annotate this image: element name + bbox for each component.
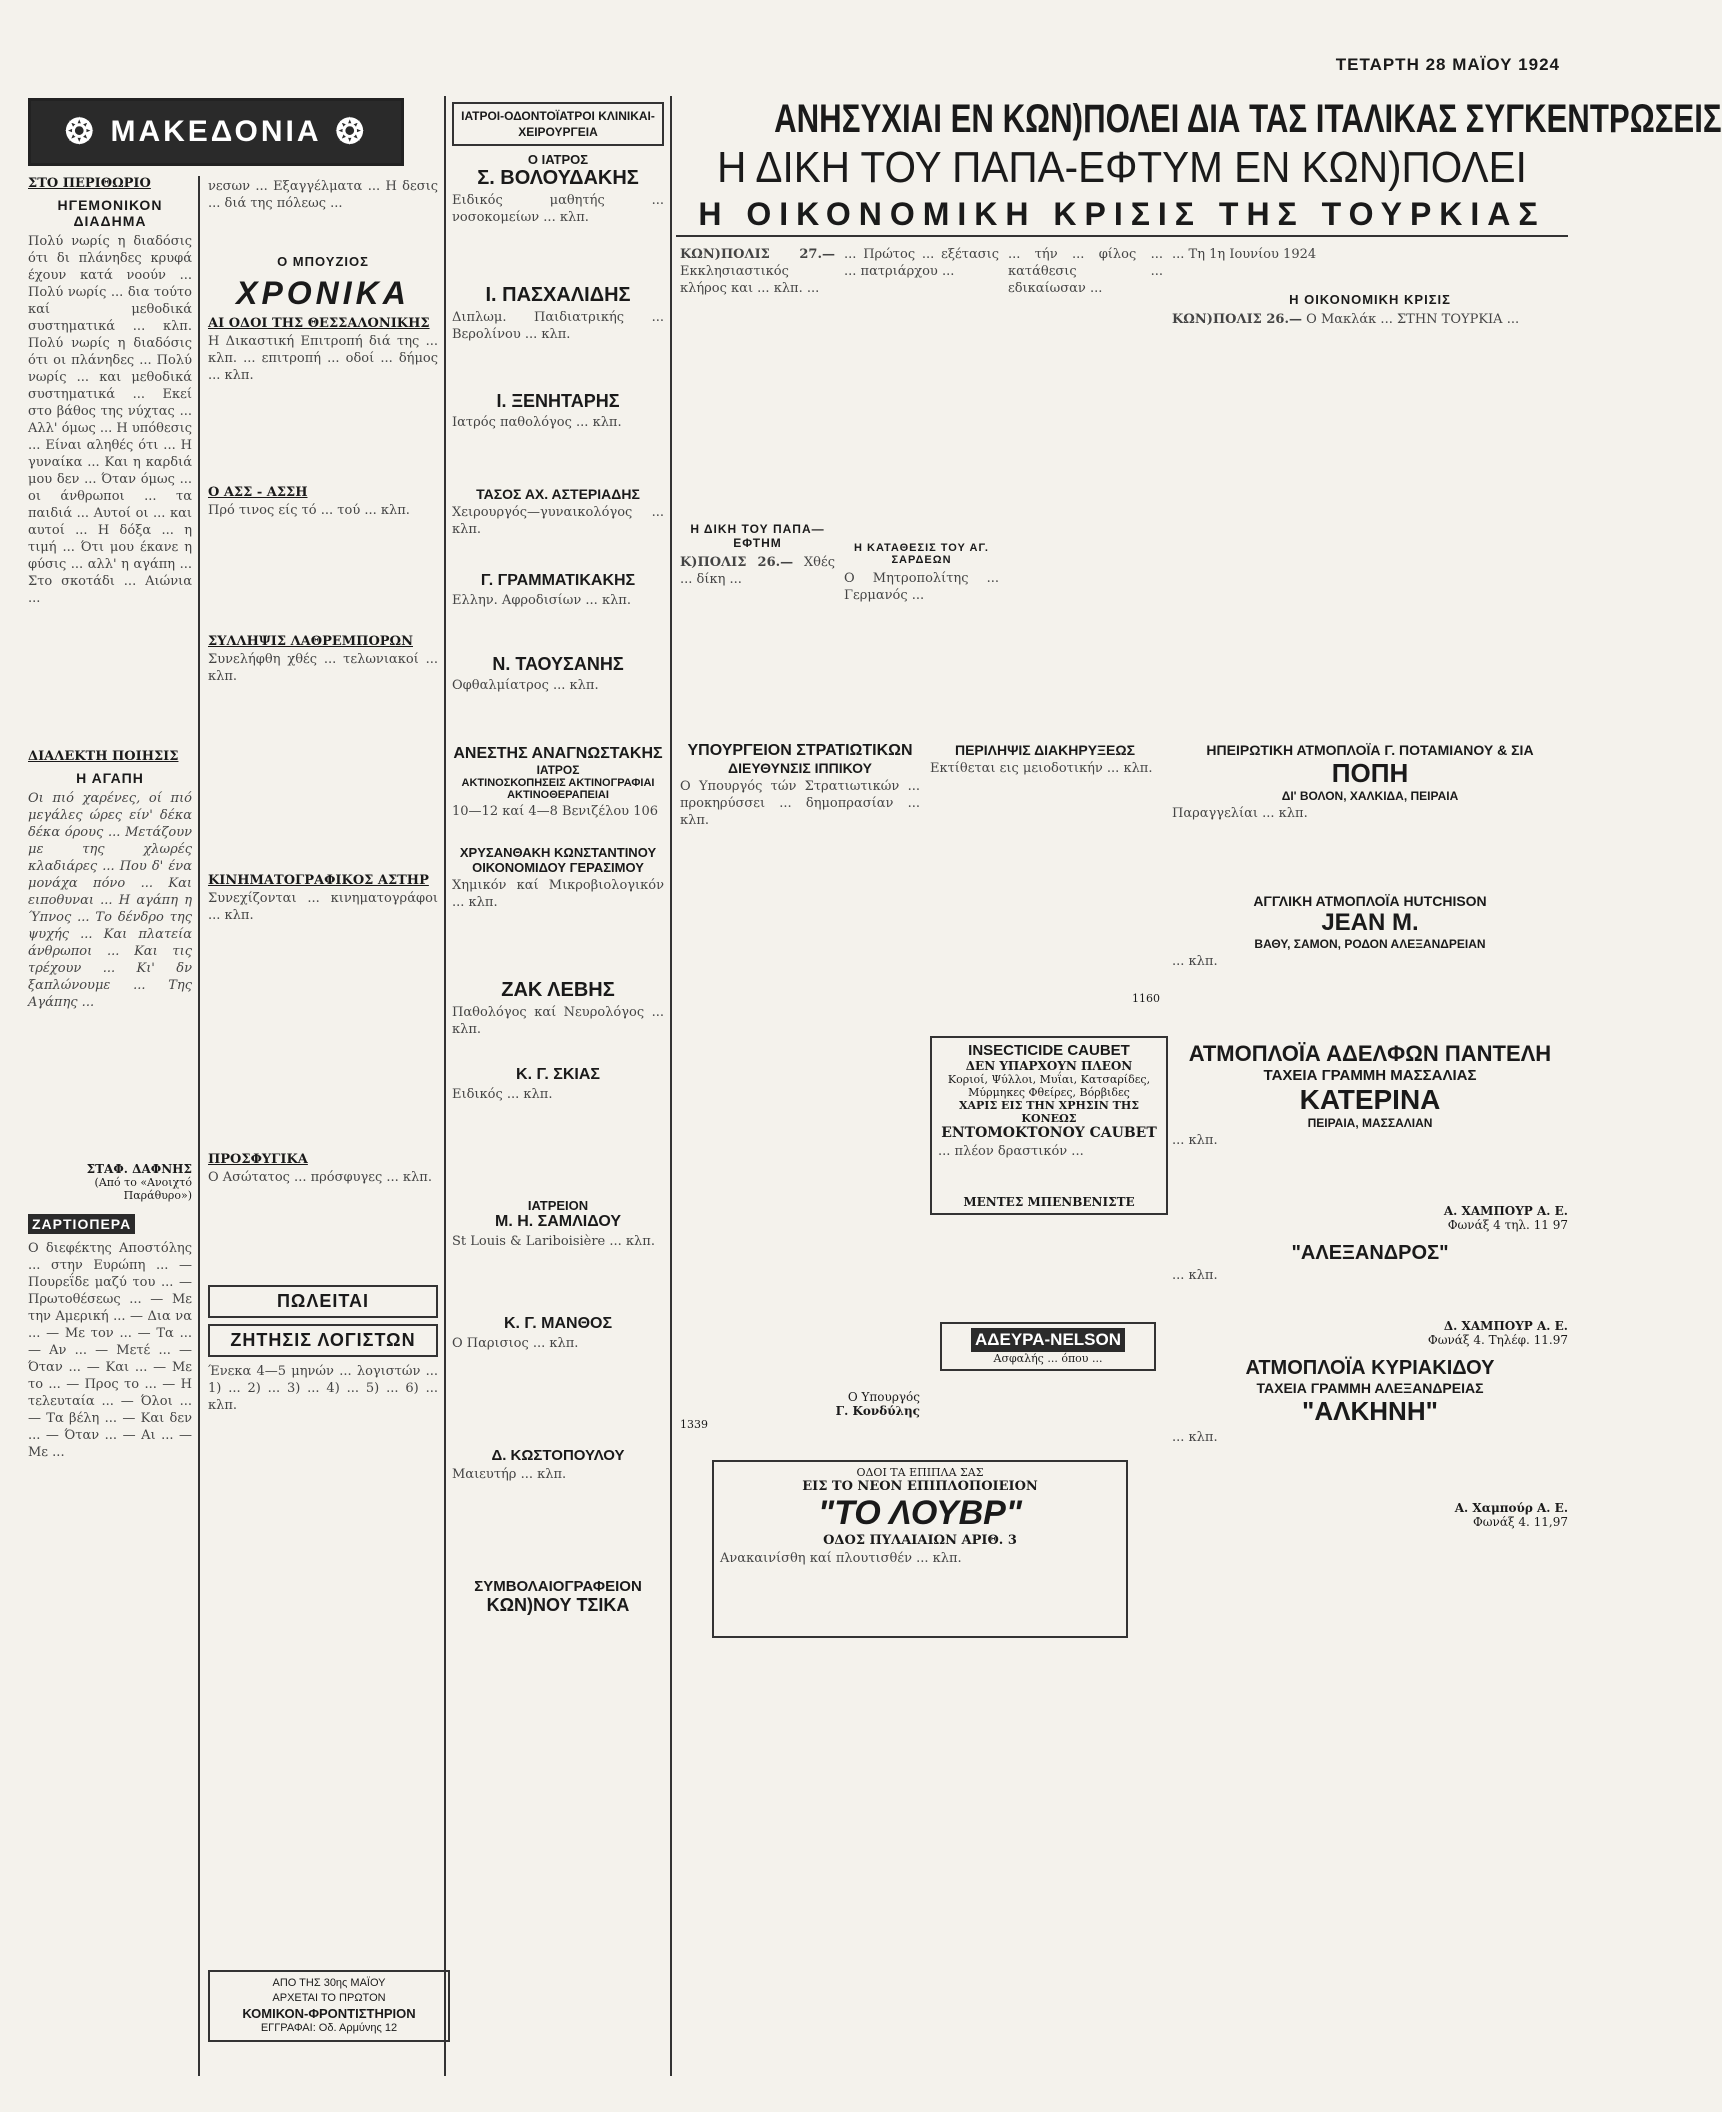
article-text: Εκκλησιαστικός κλήρος και ... κλπ. [680,264,803,296]
doctor-name: Ι. ΞΕΝΗΤΑΡΗΣ [496,391,620,411]
article-subheading: ΑΙ ΟΔΟΙ ΤΗΣ ΘΕΣΣΑΛΟΝΙΚΗΣ [208,316,430,331]
ad-title: ΗΠΕΙΡΩΤΙΚΗ ΑΤΜΟΠΛΟΪΑ Γ. ΠΟΤΑΜΙΑΝΟΥ & ΣΙΑ [1206,742,1534,758]
doctor-name: Δ. ΚΩΣΤΟΠΟΥΛΟΥ [491,1447,625,1464]
louvre-ad: ΟΔΟΙ ΤΑ ΕΠΙΠΛΑ ΣΑΣ ΕΙΣ ΤΟ ΝΕΟΝ ΕΠΙΠΛΟΠΟΙΕΙΟΝ "ΤΟ ΛΟΥΒΡ" ΟΔΟΣ ΠΥΛΑΙΑΙΩΝ ΑΡΙΘ. 3 Ανακαινίσθη καί πλουτισθέν ... κλπ. [712,1460,1128,1638]
article-subheading: ΠΡΟΣΦΥΓΙΚΑ [208,1152,308,1167]
doctor-details: Μαιευτήρ ... κλπ. [452,1467,567,1482]
column-2 [208,176,438,1895]
notice-subtitle: ΔΙΕΥΘΥΝΣΙΣ ΙΠΠΙΚΟΥ [728,760,872,776]
article-subheading: ΚΙΝΗΜΑΤΟΓΡΑΦΙΚΟΣ ΑΣΤΗΡ [208,873,429,888]
doctor-details: Χειρουργός—γυναικολόγος ... κλπ. [452,505,664,537]
doctor-details: Διπλωμ. Παιδιατρικής ... Βερολίνου ... κλπ. [452,310,664,342]
ad-signature: Α. Χαμπούρ Α. Ε. [1454,1501,1568,1515]
doctor-name: Γ. ΓΡΑΜΜΑΤΙΚΑΚΗΣ [480,572,636,589]
article-heading: ΗΓΕΜΟΝΙΚΟΝ ΔΙΑΔΗΜΑ [57,197,163,229]
column-rule [444,96,446,2076]
article-subheading: ΣΥΛΛΗΨΙΣ ΛΑΘΡΕΜΠΟΡΩΝ [208,634,413,649]
doctor-details: Ιατρός παθολόγος ... κλπ. [452,415,622,430]
ad-subtitle: ΤΑΧΕΙΑ ΓΡΑΜΜΗ ΑΛΕΞΑΝΔΡΕΙΑΣ [1256,1380,1484,1396]
article-text: Ο διεφέκτης Αποστόλης ... στην Ευρώπη ... [28,1241,192,1273]
article-body: νεσων ... Εξαγγέλματα ... Η δεσις ... διά της πόλεως ... [208,179,438,211]
doctor-name: Σ. ΒΟΛΟΥΔΑΚΗΣ [477,167,639,189]
doctor-name: ΤΑΣΟΣ ΑΧ. ΑΣΤΕΡΙΑΔΗΣ [476,486,640,502]
notice-number: 1160 [1132,992,1160,1005]
doctor-name: ΧΡΥΣΑΝΘΑΚΗ ΚΩΝΣΤΑΝΤΙΝΟΥ [459,845,657,860]
ship-name: ΠΟΠΗ [1331,758,1409,788]
ad-line: Κοριοί, Ψύλλοι, Μυΐαι, Κατσαρίδες, Μύρμηκες Φθείρες, Βόρβιδες [947,1073,1151,1099]
article-subheading: Η ΟΙΚΟΝΟΜΙΚΗ ΚΡΙΣΙΣ [1289,292,1451,307]
ship-name: ΚΑΤΕΡΙΝΑ [1299,1084,1441,1115]
ad-signature: Α. ΧΑΜΠΟΥΡ Α. Ε. [1443,1204,1568,1218]
notice-signature: Ο Υπουργός [847,1390,920,1404]
poem-text: Οι πιό χαρένες, οί πιό μεγάλες ώρες είν' δέκα δέκα όρους ... [28,791,192,840]
doctor-name: ΟΙΚΟΝΟΜΙΔΟΥ ΓΕΡΑΣΙΜΟΥ [472,860,644,875]
article-subheading: Ο ΑΣΣ - ΑΣΣΗ [208,485,308,500]
doctor-name: Κ. Γ. ΜΑΝΘΟΣ [503,1315,613,1332]
ad-signature: Δ. ΧΑΜΠΟΥΡ Α. Ε. [1443,1319,1568,1333]
doctor-title: ΙΑΤΡΟΣ [536,763,580,777]
main-story-col-3: ... τήν ... φίλος ... κατάθεσις ... εδικαίωσαν ... [1008,247,1163,296]
ad-line: ΑΡΧΕΤΑΙ ΤΟ ΠΡΩΤΟΝ [272,1992,386,2004]
nelson-ad: ΑΔΕΥΡΑ-NELSON Ασφαλής ... όπου ... [940,1322,1156,1371]
doctor-name: Μ. Η. ΣΑΜΛΙΔΟΥ [494,1213,621,1230]
doctor-name: Ν. ΤΑΟΥΣΑΝΗΣ [492,654,624,674]
masthead-title: ΜΑΚΕΔΟΝΙΑ [110,115,322,148]
doctor-details: Ελλην. Αφροδισίων ... κλπ. [452,593,631,608]
doctor-details: St Louis & Lariboisière ... κλπ. [452,1234,655,1249]
ministry-notice: ΥΠΟΥΡΓΕΙΟΝ ΣΤΡΑΤΙΩΤΙΚΩΝ ΔΙΕΥΘΥΝΣΙΣ ΙΠΠΙΚΟΥ Ο Υπουργός τών Στρατιωτικών ... προκηρύσσει ... δημοπρασίαν ... κλπ. Ο Υπουργός Γ. Κονδύλης 1339 [680,742,920,1431]
article-subheading: ΖΗΤΗΣΙΣ ΛΟΓΙΣΤΩΝ [208,1324,438,1357]
doctor-title: ΙΑΤΡΕΙΟΝ [527,1198,589,1213]
article-body: Ο Ασώτατος ... πρόσφυγες ... κλπ. [208,1170,432,1185]
ad-line: ΕΓΓΡΑΦΑΙ: Οδ. Αρμύνης 12 [260,2022,398,2034]
ornament-icon: ❂ [64,113,97,151]
article-body: Ο διεφέκτης Αποστόλης ... στην Ευρώπη ... — Πουρεΐδε μαζύ του ... — Πρωτοθέσεως ... — Με την Αμερική ... — Δια να ... — Με τον ... — Τα ... — Αν ... — Μετέ ... — Όταν ... — Και ... — Με το ... — Προς το ... — Η τελευταία ... — Όλοι ... — Τα βέλη ... — Και δεν ... — Όταν ... — Αι ... — Με ... [28,1241,192,1460]
doctor-name: Κ. Γ. ΣΚΙΑΣ [516,1066,600,1083]
doctor-details: Παθολόγος καί Νευρολόγος ... κλπ. [452,1005,664,1037]
ad-line: ΔΕΝ ΥΠΑΡΧΟΥΝ ΠΛΕΟΝ [965,1059,1133,1073]
section-label: ΔΙΑΛΕΚΤΗ ΠΟΙΗΣΙΣ [28,749,179,764]
ad-line: ΒΑΘΥ, ΣΑΜΟΝ, ΡΟΔΟΝ ΑΛΕΞΑΝΔΡΕΙΑΝ [1254,937,1486,951]
ad-phone: Φωνάξ 4 τηλ. 11 97 [1447,1218,1568,1232]
ad-line: ΧΑΡΙΣ ΕΙΣ ΤΗΝ ΧΡΗΣΙΝ ΤΗΣ ΚΟΝΕΩΣ [958,1099,1140,1125]
doctor-details: Ειδικός ... κλπ. [452,1087,553,1102]
auction-notice: ΠΕΡΙΛΗΨΙΣ ΔΙΑΚΗΡΥΞΕΩΣ Εκτίθεται εις μειοδοτικήν ... κλπ. 1160 [930,742,1160,1005]
ad-subtitle: ΤΑΧΕΙΑ ΓΡΑΜΜΗ ΜΑΣΣΑΛΙΑΣ [1263,1067,1477,1084]
ad-phone: Φωνάξ 4. 11,97 [1472,1515,1568,1529]
poem-source: (Από το «Ανοιχτό Παράθυρο») [94,1176,192,1202]
doctors-section-header: ΙΑΤΡΟΙ-ΟΔΟΝΤΟΪΑΤΡΟΙ ΚΛΙΝΙΚΑΙ-ΧΕΙΡΟΥΡΓΕΙΑ [452,102,664,146]
ad-line: ΟΔΟΙ ΤΑ ΕΠΙΠΛΑ ΣΑΣ [856,1466,984,1479]
main-story-col-4: ... Τη 1η Ιουνίου 1924 Η ΟΙΚΟΝΟΜΙΚΗ ΚΡΙΣΙΣ ΚΩΝ)ΠΟΛΙΣ 26.— Ο Μακλάκ ... ΣΤΗΝ ΤΟΥΡΚΙΑ ... [1172,244,1568,733]
ad-line: ΕΙΣ ΤΟ ΝΕΟΝ ΕΠΙΠΛΟΠΟΙΕΙΟΝ [802,1479,1038,1494]
ornament-icon: ❂ [335,113,368,151]
column-rule [670,96,672,2076]
ad-title: ΑΤΜΟΠΛΟΪΑ ΚΥΡΙΑΚΙΔΟΥ [1245,1357,1495,1379]
ad-line: ΟΔΟΣ ΠΥΛΑΙΑΙΩΝ ΑΡΙΘ. 3 [823,1533,1017,1548]
doctor-name: ΖΑΚ ΛΕΒΗΣ [501,979,615,1001]
poem-heading: Η ΑΓΑΠΗ [76,770,144,786]
ad-line: ΠΕΙΡΑΙΑ, ΜΑΣΣΑΛΙΑΝ [1307,1116,1433,1130]
article-subheading: Η ΔΙΚΗ ΤΟΥ ΠΑΠΑ—ΕΦΤΗΜ [690,522,825,550]
doctor-name: ΑΝΕΣΤΗΣ ΑΝΑΓΝΩΣΤΑΚΗΣ [453,745,663,762]
section-label: ΣΤΟ ΠΕΡΙΘΩΡΙΟ [28,176,151,191]
doctor-specialty: ΑΚΤΙΝΟΣΚΟΠΗΣΕΙΣ ΑΚΤΙΝΟΓΡΑΦΙΑΙ ΑΚΤΙΝΟΘΕΡΑΠΕΙΑΙ [461,777,655,801]
chronicle-heading: ΧΡΟΝΙΚΑ [236,275,410,311]
dateline-lead: ΚΩΝ)ΠΟΛΙΣ 26.— [1172,312,1303,327]
ship-name: "ΑΛΚΗΝΗ" [1302,1396,1438,1426]
ad-line: ΑΠΟ ΤΗΣ 30ης ΜΑΪΟΥ [272,1977,386,1989]
column-1 [28,176,192,1802]
section-label: ΖΑΡΤΙΟΠΕΡΑ [28,1214,135,1234]
ad-line: ΜΕΝΤΕΣ ΜΠΕΝΒΕΝΙΣΤΕ [963,1195,1135,1209]
article-body: Πολύ νωρίς η διαδόσις ότι δι πλάνηδες κρυφά έχουν κατά νοούν ... Πολύ νωρίς ... δια τούτο καί μεθοδικά συστηματικά ... κλπ. Πολύ νωρίς η διαδόσις ότι οι πλάνηδες ... Πολύ νωρίς ... και μεθοδικά συστηματικά ... Εκεί στο βάθος της νύχτας ... Αλλ' όμως ... Η υπόθεσις ... Είναι αληθές ότι ... Η γυναίκα ... Και η καρδιά μου δεν ... Όταν όμως ... οι άνθρωποι ... τα παιδιά ... Αυτοί οι ... και αυτοί ... Η δόξα ... η τιμή ... Ότι μου έκανε η φύσις ... αλλ' η αγάπη ... Στο σκοτάδι ... Αιώνια ... [28,234,192,606]
notice-number: 1339 [680,1418,708,1431]
doctor-details: Ειδικός μαθητής ... νοσοκομείων ... κλπ. [452,193,664,225]
ad-title: "ΤΟ ΛΟΥΒΡ" [818,1494,1022,1532]
insecticide-ad: INSECTICIDE CAUBET ΔΕΝ ΥΠΑΡΧΟΥΝ ΠΛΕΟΝ Κοριοί, Ψύλλοι, Μυΐαι, Κατσαρίδες, Μύρμηκες Φθείρες, Βόρβιδες ΧΑΡΙΣ ΕΙΣ ΤΗΝ ΧΡΗΣΙΝ ΤΗΣ ΚΟΝΕΩΣ ΕΝΤΟΜΟΚΤΟΝΟΥ CAUBET ... πλέον δραστικόν ... ΜΕΝΤΕΣ ΜΠΕΝΒΕΝΙΣΤΕ [930,1036,1168,1215]
ad-title: ΑΓΓΛΙΚΗ ΑΤΜΟΠΛΟΪΑ HUTCHISON [1253,893,1487,909]
ship-name: "ΑΛΕΞΑΝΔΡΟΣ" [1291,1242,1449,1264]
headline-line-1: ΑΝΗΣΥΧΙΑΙ ΕΝ ΚΩΝ)ΠΟΛΕΙ ΔΙΑ ΤΑΣ ΙΤΑΛΙΚΑΣ ΣΥΓΚΕΝΤΡΩΣΕΙΣ [774,97,1722,141]
masthead [28,98,404,166]
poem-author: ΣΤΑΦ. ΔΑΦΝΗΣ [86,1162,192,1176]
doctor-title: Ο ΙΑΤΡΟΣ [527,152,589,167]
byline: Ο ΜΠΟΥΖΙΟΣ [277,254,369,269]
school-ad [208,1970,450,2042]
doctor-details: Οφθαλμίατρος ... κλπ. [452,678,599,693]
doctor-details: 10—12 καί 4—8 Βενιζέλου 106 [452,804,659,819]
dateline-lead: Κ)ΠΟΛΙΣ 26.— [680,555,794,570]
notary-name: ΚΩΝ)ΝΟΥ ΤΣΙΚΑ [486,1595,630,1615]
shipping-ads: ΗΠΕΙΡΩΤΙΚΗ ΑΤΜΟΠΛΟΪΑ Γ. ΠΟΤΑΜΙΑΝΟΥ & ΣΙΑ ΠΟΠΗ ΔΙ' ΒΟΛΟΝ, ΧΑΛΚΙΔΑ, ΠΕΙΡΑΙΑ Παραγγελίαι ... κλπ. ΑΓΓΛΙΚΗ ΑΤΜΟΠΛΟΪΑ HUTCHISON JEAN M. ΒΑΘΥ, ΣΑΜΟΝ, ΡΟΔΟΝ ΑΛΕΞΑΝΔΡΕΙΑΝ ... κλπ. ΑΤΜΟΠΛΟΪΑ ΑΔΕΛΦΩΝ ΠΑΝΤΕΛΗ ΤΑΧΕΙΑ ΓΡΑΜΜΗ ΜΑΣΣΑΛΙΑΣ ΚΑΤΕΡΙΝΑ ΠΕΙΡΑΙΑ, ΜΑΣΣΑΛΙΑΝ ... κλπ. Α. ΧΑΜΠΟΥΡ Α. Ε. Φωνάξ 4 τηλ. 11 97 "ΑΛΕΞΑΝΔΡΟΣ" ... κλπ. Δ. ΧΑΜΠΟΥΡ Α. Ε. Φωνάξ 4. Τηλέφ. 11.97 ΑΤΜΟΠΛΟΪΑ ΚΥΡΙΑΚΙΔΟΥ ΤΑΧΕΙΑ ΓΡΑΜΜΗ ΑΛΕΞΑΝΔΡΕΙΑΣ "ΑΛΚΗΝΗ" ... κλπ. Α. Χαμπούρ Α. Ε. Φωνάξ 4. 11,97 [1172,742,1568,1529]
main-headline [676,96,1722,234]
article-subheading: ΠΩΛΕΙΤΑΙ [208,1285,438,1318]
article-body: Συνελήφθη χθές ... τελωνιακοί ... κλπ. [208,652,438,684]
notice-title: ΠΕΡΙΛΗΨΙΣ ΔΙΑΚΗΡΥΞΕΩΣ [954,742,1136,758]
ad-line: ΕΝΤΟΜΟΚΤΟΝΟΥ CAUBET [941,1125,1157,1141]
headline-line-2: Η ΔΙΚΗ ΤΟΥ ΠΑΠΑ-ΕΦΤΥΜ ΕΝ ΚΩΝ)ΠΟΛΕΙ [717,143,1527,192]
column-3 [452,96,664,1616]
headline-line-3: Η ΟΙΚΟΝΟΜΙΚΗ ΚΡΙΣΙΣ ΤΗΣ ΤΟΥΡΚΙΑΣ [698,196,1546,232]
ad-line: ΔΙ' ΒΟΛΟΝ, ΧΑΛΚΙΔΑ, ΠΕΙΡΑΙΑ [1281,789,1459,803]
article-text: Η Δικαστική Επιτροπή διά της ... κλπ. [208,334,438,366]
notary-title: ΣΥΜΒΟΛΑΙΟΓΡΑΦΕΙΟΝ [474,1578,642,1595]
doctor-name: Ι. ΠΑΣΧΑΛΙΔΗΣ [485,284,631,306]
ad-line: ΚΟΜΙΚΟΝ-ΦΡΟΝΤΙΣΤΗΡΙΟΝ [242,2006,416,2021]
doctor-details: Ο Παρισιος ... κλπ. [452,1336,579,1351]
notice-signature-name: Γ. Κονδύλης [835,1404,920,1418]
ad-title: ΑΤΜΟΠΛΟΪΑ ΑΔΕΛΦΩΝ ΠΑΝΤΕΛΗ [1188,1041,1552,1066]
column-rule [198,176,200,2076]
article-subheading: Η ΚΑΤΑΘΕΣΙΣ ΤΟΥ ΑΓ. ΣΑΡΔΕΩΝ [854,542,989,566]
poem-body: Οι πιό χαρένες, οί πιό μεγάλες ώρες είν' δέκα δέκα όρους ... Μετάζουν με της χλωρές κλαδιάρες ... Που δ' ένα μονάχα πόνο ... Και ειποθυναι ... Η αγάπη η Ύπνος ... Το δένδρο της ψυχής ... Και πλατεία άνθρωποι ... Και τις τρέχουν ... Κι' δν ξαπλώνουμε ... Της Αγάπης ... [28,791,193,1010]
ship-name: JEAN M. [1321,909,1419,936]
ad-title: INSECTICIDE CAUBET [968,1042,1130,1059]
ad-title: ΑΔΕΥΡΑ-NELSON [971,1328,1125,1352]
article-text: Πολύ νωρίς η διαδόσις ότι δι πλάνηδες κρυφά έχουν κατά νοούν ... Πολύ νωρίς ... δια τούτο καί μεθοδικά συστηματικά ... κλπ. [28,234,192,334]
main-story-col-2: ... Πρώτος ... εξέτασις ... πατριάρχου ... Η ΚΑΤΑΘΕΣΙΣ ΤΟΥ ΑΓ. ΣΑΡΔΕΩΝ Ο Μητροπολίτης ... Γερμανός ... [844,247,999,603]
article-body: Συνεχίζονται ... κινηματογράφοι ... κλπ. [208,891,438,923]
headline-rule [676,235,1568,237]
dateline-lead: ΚΩΝ)ΠΟΛΙΣ 27.— [680,247,835,262]
article-body: Πρό τινος είς τό ... τού ... κλπ. [208,503,410,518]
doctor-details: Χημικόν καί Μικροβιολογικόν ... κλπ. [452,878,664,910]
article-text: Ο Μακλάκ ... ΣΤΗΝ ΤΟΥΡΚΙΑ [1306,312,1503,327]
ad-phone: Φωνάξ 4. Τηλέφ. 11.97 [1427,1333,1568,1347]
article-body: Η Δικαστική Επιτροπή διά της ... κλπ. ... επιτροπή ... οδοί ... δήμος ... κλπ. [208,334,438,383]
article-body: Ένεκα 4—5 μηνών ... λογιστών ... 1) ... 2) ... 3) ... 4) ... 5) ... 6) ... κλπ. [208,1364,438,1413]
notice-title: ΥΠΟΥΡΓΕΙΟΝ ΣΤΡΑΤΙΩΤΙΚΩΝ [687,742,913,759]
main-story-col-1: ΚΩΝ)ΠΟΛΙΣ 27.— Εκκλησιαστικός κλήρος και ... κλπ. ... Η ΔΙΚΗ ΤΟΥ ΠΑΠΑ—ΕΦΤΗΜ Κ)ΠΟΛΙΣ 26.— Χθές ... δίκη ... [680,247,835,587]
article-date: Τη 1η Ιουνίου 1924 [1188,247,1317,262]
dateline: ΤΕΤΑΡΤΗ 28 ΜΑΪΟΥ 1924 [1335,55,1560,74]
